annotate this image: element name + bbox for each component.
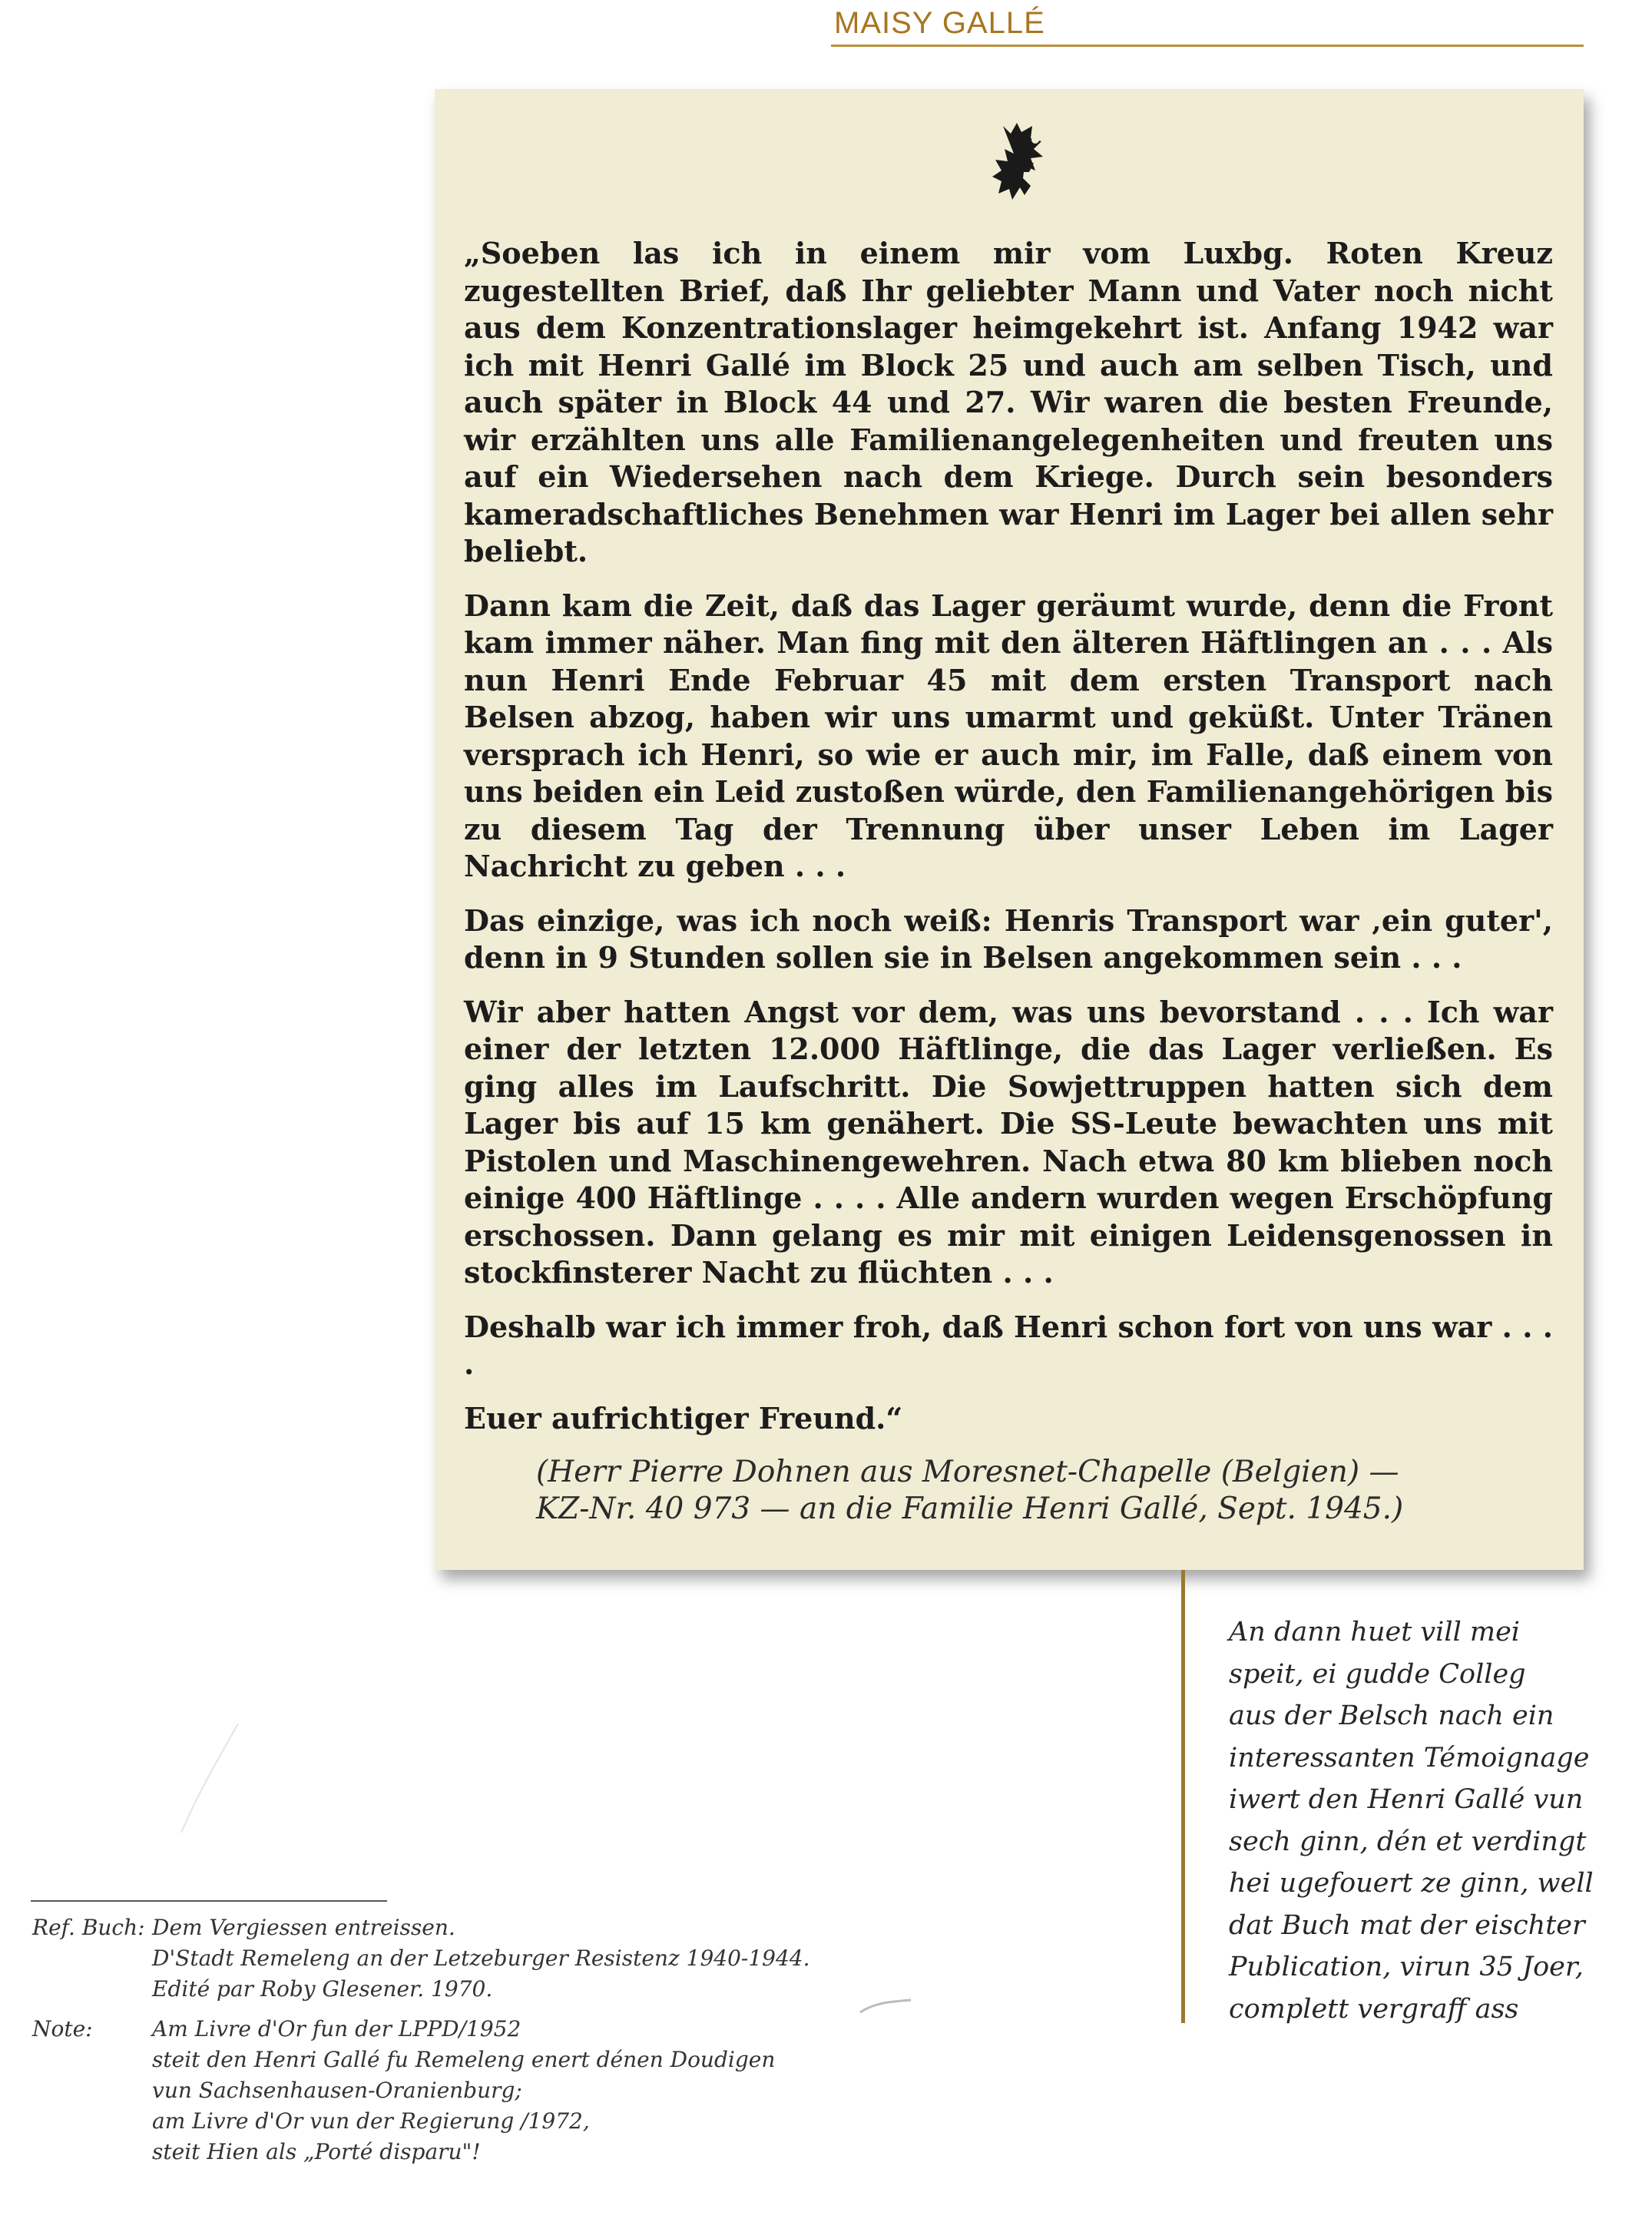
letter-attribution xyxy=(464,1454,1553,1528)
note-line: Am Livre d'Or fun der LPPD/1952 xyxy=(152,2016,521,2042)
letter-paragraph-2: Dann kam die Zeit, daß das Lager geräumt wurde, denn die Front kam immer näher. Man fing mit den älteren Häftlingen an . . . Als nun Henri Ende Februar 45 mit dem ersten Transport nach Belsen abzog, haben wir uns umarmt und geküßt. Unter Tränen versprach ich Henri, so wie er auch mir, im Falle, daß einem von uns beiden ein Leid zustoßen würde, den Familienangehörigen bis zu diesem Tag der Trennung über unser Leben im Lager Nachricht zu geben . . . xyxy=(464,588,1553,883)
letter-paragraph-4: Wir aber hatten Angst vor dem, was uns bevorstand . . . Ich war einer der letzten 12.000 Häftlinge, die das Lager verließen. Es ging alles im Laufschritt. Die Sowjettruppen hatten sich dem Lager bis auf 15 km genähert. Die SS-Leute bewachten uns mit Pistolen und Maschinengewehren. Nach etwa 80 km blieben noch einige 400 Häftlinge . . . . Alle andern wurden wegen Erschöpfung erschossen. Dann gelang es mir mit einigen Leidensgenossen in stockfinsterer Nacht zu flüchten . . . xyxy=(464,994,1553,1290)
sidebar-line: An dann huet vill mei xyxy=(1229,1617,1520,1647)
header-rule xyxy=(831,45,1584,47)
reference-line: Edité par Roby Glesener. 1970. xyxy=(152,1976,493,2002)
reference-line: D'Stadt Remeleng an der Letzeburger Resistenz 1940-1944. xyxy=(152,1945,810,1971)
reference-note xyxy=(32,1912,831,2005)
letter-paragraph-3: Das einzige, was ich noch weiß: Henris Transport war ‚ein guter', denn in 9 Stunden sollen sie in Belsen angekommen sein . . . xyxy=(464,902,1553,975)
note-line: vun Sachsenhausen-Oranienburg; xyxy=(152,2078,522,2103)
sidebar-line: hei ugefouert ze ginn, well xyxy=(1229,1868,1594,1899)
sidebar-line: speit, ei gudde Colleg xyxy=(1229,1658,1526,1690)
scan-smudge xyxy=(177,1720,246,1836)
attribution-line: KZ-Nr. 40 973 — an die Familie Henri Gallé, Sept. 1945.) xyxy=(536,1492,1404,1526)
page-header-title: MAISY GALLÉ xyxy=(834,6,1045,40)
sidebar-line: complett vergraff ass xyxy=(1229,1993,1519,2025)
letter-paragraph-5: Deshalb war ich immer froh, daß Henri schon fort von uns war . . . . xyxy=(464,1309,1553,1381)
sidebar-line: dat Buch mat der eischter xyxy=(1229,1909,1585,1941)
reference-line: Dem Vergiessen entreissen. xyxy=(152,1915,455,1940)
attribution-line: (Herr Pierre Dohnen aus Moresnet-Chapelle (Belgien) — xyxy=(536,1455,1399,1489)
letter-closing: Euer aufrichtiger Freund.“ xyxy=(464,1400,903,1436)
letter-paragraph-1: „Soeben las ich in einem mir vom Luxbg. Roten Kreuz zugestellten Brief, daß Ihr geliebter Mann und Vater noch nicht aus dem Konzentrationslager heimgekehrt ist. Anfang 1942 war ich mit Henri Gallé im Block 25 und auch am selben Tisch, und auch später in Block 44 und 27. Wir waren die besten Freunde, wir erzählten uns alle Familienangelegenheiten und freuten uns auf ein Wiedersehen nach dem Kriege. Durch sein besonders kameradschaftliches Benehmen war Henri im Lager bei allen sehr beliebt. xyxy=(464,236,1553,568)
sidebar-line: sech ginn, dén et verdingt xyxy=(1229,1826,1587,1857)
sidebar-line: aus der Belsch nach ein xyxy=(1229,1700,1554,1731)
sidebar-line: iwert den Henri Gallé vun xyxy=(1229,1784,1584,1815)
reference-label: Ref. Buch: xyxy=(32,1915,145,1940)
notes-rule xyxy=(31,1900,387,1902)
note-label: Note: xyxy=(32,2016,93,2042)
note-line: am Livre d'Or vun der Regierung /1972, xyxy=(152,2108,590,2134)
note-line: steit Hien als „Porté disparu"! xyxy=(152,2139,481,2164)
heraldic-lion-icon xyxy=(980,117,1064,206)
scan-smudge xyxy=(859,1997,912,2015)
sidebar-rule xyxy=(1181,1570,1185,2023)
sidebar-commentary xyxy=(1229,1611,1594,2030)
general-note xyxy=(32,2014,831,2167)
footnotes xyxy=(32,1912,831,2177)
letter-card xyxy=(435,89,1584,1570)
sidebar-line: Publication, virun 35 Joer, xyxy=(1229,1952,1584,1982)
sidebar-line: interessanten Témoignage xyxy=(1229,1742,1590,1773)
note-line: steit den Henri Gallé fu Remeleng enert dénen Doudigen xyxy=(152,2047,776,2072)
